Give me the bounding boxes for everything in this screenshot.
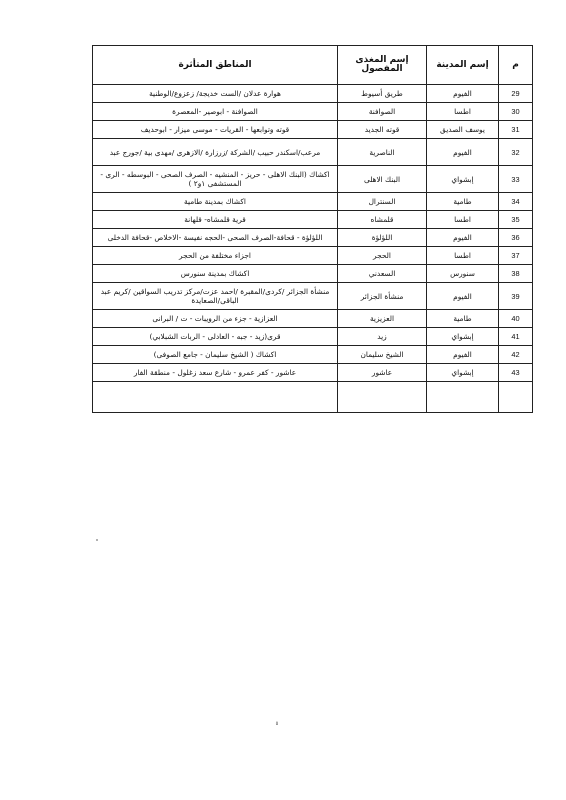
cell-city: طامية bbox=[427, 193, 499, 211]
cell-city: إبشواي bbox=[427, 166, 499, 193]
cell-city: سنورس bbox=[427, 265, 499, 283]
cell-feeder: الناصرية bbox=[338, 139, 427, 166]
cell-city: الفيوم bbox=[427, 283, 499, 310]
header-areas: المناطق المتأثرة bbox=[93, 46, 338, 85]
table-body bbox=[93, 46, 533, 413]
page-number: ٥ bbox=[275, 721, 279, 727]
cell-num: 32 bbox=[499, 139, 533, 166]
cell-areas: اكشاك بمدينة سنورس bbox=[93, 265, 338, 283]
cell-feeder: السنترال bbox=[338, 193, 427, 211]
cell-num: 39 bbox=[499, 283, 533, 310]
cell-city: الفيوم bbox=[427, 139, 499, 166]
cell-areas: قرى(زيد - جبه - العادلى - الربات الشبلابي) bbox=[93, 328, 338, 346]
cell-num: 31 bbox=[499, 121, 533, 139]
cell-areas: عاشور - كفر عمرو - شارع سعد زغلول - منطقة الفار bbox=[93, 364, 338, 382]
cell-areas: اكشاك (البنك الاهلى - حريز - المنشيه - الصرف الصحى - البوسطه - الرى - المستشفى ١و٢ ) bbox=[93, 166, 338, 193]
cell-num: 40 bbox=[499, 310, 533, 328]
cell-areas: قوته وتوابعها - القريات - موسى ميزار - ابوحديف bbox=[93, 121, 338, 139]
cell-city: اطسا bbox=[427, 211, 499, 229]
cell-feeder: العزيزية bbox=[338, 310, 427, 328]
cell-feeder: زيد bbox=[338, 328, 427, 346]
table-row bbox=[93, 265, 533, 283]
cell-city: اطسا bbox=[427, 247, 499, 265]
cell-num: 33 bbox=[499, 166, 533, 193]
cell-feeder: قلمشاه bbox=[338, 211, 427, 229]
table-row bbox=[93, 328, 533, 346]
table-row bbox=[93, 85, 533, 103]
empty-row bbox=[93, 382, 533, 413]
cell-num: 35 bbox=[499, 211, 533, 229]
cell-areas: اجزاء مختلفة من الحجر bbox=[93, 247, 338, 265]
cell-num: 36 bbox=[499, 229, 533, 247]
table-row bbox=[93, 139, 533, 166]
scan-speck bbox=[96, 539, 98, 541]
cell-num: 41 bbox=[499, 328, 533, 346]
cell-feeder: السعدني bbox=[338, 265, 427, 283]
table-row bbox=[93, 103, 533, 121]
cell-feeder: الصوافنة bbox=[338, 103, 427, 121]
cell-feeder: عاشور bbox=[338, 364, 427, 382]
cell-city: الفيوم bbox=[427, 346, 499, 364]
cell-num: 43 bbox=[499, 364, 533, 382]
empty-cell bbox=[93, 382, 338, 413]
cell-num: 42 bbox=[499, 346, 533, 364]
cell-areas: مرعب/اسكندر حبيب /الشركة /زرزارة /الازهرى /مهدى بية /جورج عبد bbox=[93, 139, 338, 166]
cell-feeder: قوته الجديد bbox=[338, 121, 427, 139]
cell-feeder: الحجر bbox=[338, 247, 427, 265]
cell-num: 38 bbox=[499, 265, 533, 283]
cell-city: طامية bbox=[427, 310, 499, 328]
cell-areas: قرية قلمشاه- قلهانة bbox=[93, 211, 338, 229]
cell-areas: اللؤلؤة - قحافة-الصرف الصحى -الحجه نفيسة -الاخلاص -قحافة الدخلى bbox=[93, 229, 338, 247]
cell-feeder: طريق أسيوط bbox=[338, 85, 427, 103]
table-row bbox=[93, 211, 533, 229]
cell-areas: هوارة عدلان /الست خديجة/ زعزوع/الوطنية bbox=[93, 85, 338, 103]
cell-city: إبشواي bbox=[427, 364, 499, 382]
table-header-row bbox=[93, 46, 533, 85]
table-row bbox=[93, 193, 533, 211]
cell-areas: اكشاك بمدينة طامية bbox=[93, 193, 338, 211]
cell-num: 37 bbox=[499, 247, 533, 265]
header-num: م bbox=[499, 46, 533, 85]
table-row bbox=[93, 121, 533, 139]
cell-areas: منشأة الجزائر /كردى/المقبرة /احمد عزت/مركز تدريب السواقين /كريم عبد الباقى/الصعايدة bbox=[93, 283, 338, 310]
cell-areas: الصوافنة - ابوصير -المعصرة bbox=[93, 103, 338, 121]
cell-city: الفيوم bbox=[427, 229, 499, 247]
empty-cell bbox=[499, 382, 533, 413]
cell-num: 30 bbox=[499, 103, 533, 121]
table-row bbox=[93, 346, 533, 364]
table-row bbox=[93, 364, 533, 382]
cell-city: يوسف الصديق bbox=[427, 121, 499, 139]
cell-areas: اكشاك ( الشيخ سليمان - جامع الصوفى) bbox=[93, 346, 338, 364]
header-feeder: إسم المغذى المفصول bbox=[338, 46, 427, 85]
table-row bbox=[93, 229, 533, 247]
cell-feeder: اللؤلؤة bbox=[338, 229, 427, 247]
cell-feeder: الشيخ سليمان bbox=[338, 346, 427, 364]
outages-table bbox=[92, 45, 533, 413]
cell-city: الفيوم bbox=[427, 85, 499, 103]
cell-city: إبشواي bbox=[427, 328, 499, 346]
table-row bbox=[93, 283, 533, 310]
table-row bbox=[93, 310, 533, 328]
table-row bbox=[93, 166, 533, 193]
cell-feeder: البنك الاهلى bbox=[338, 166, 427, 193]
cell-num: 29 bbox=[499, 85, 533, 103]
header-city: إسم المدينة bbox=[427, 46, 499, 85]
empty-cell bbox=[427, 382, 499, 413]
cell-num: 34 bbox=[499, 193, 533, 211]
cell-city: اطسا bbox=[427, 103, 499, 121]
table-row bbox=[93, 247, 533, 265]
cell-feeder: منشأة الجزائر bbox=[338, 283, 427, 310]
cell-areas: العزازية - جزء من الرويبات - ت / البرانى bbox=[93, 310, 338, 328]
empty-cell bbox=[338, 382, 427, 413]
